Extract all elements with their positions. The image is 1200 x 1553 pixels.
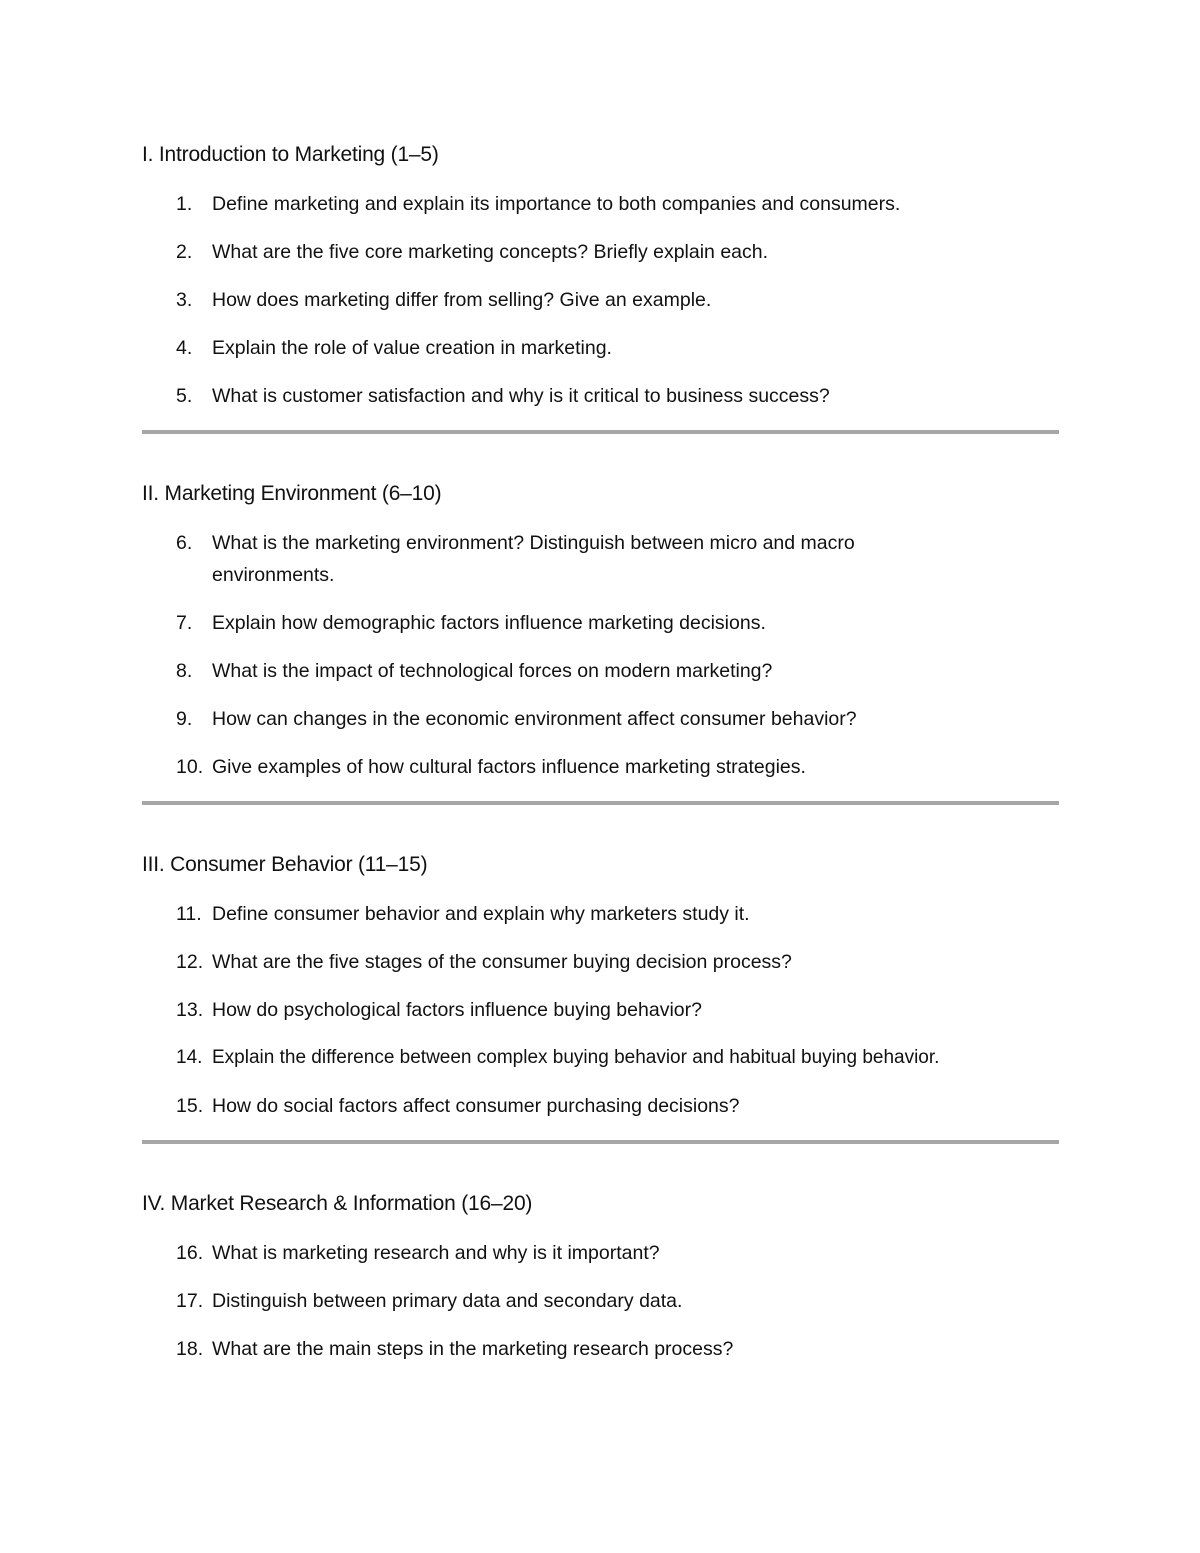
question-number: 15. [176,1095,204,1117]
question-text: How can changes in the economic environment affect consumer behavior? [212,708,857,730]
question-item [142,751,1059,783]
question-item [142,1237,1059,1269]
question-number: 5. [176,385,193,407]
section-title: III. Consumer Behavior (11–15) [142,853,428,876]
section-divider [142,1140,1059,1144]
question-number: 6. [176,532,193,554]
section-divider [142,430,1059,434]
question-text: Explain the difference between complex buying behavior and habitual buying behavior. [212,1047,940,1068]
question-text: What is the marketing environment? Distinguish between micro and macro environments. [212,532,855,586]
question-text: What is marketing research and why is it important? [212,1242,660,1264]
section-marketing-environment [142,477,1059,805]
question-number: 10. [176,756,204,778]
question-text: What is customer satisfaction and why is it critical to business success? [212,385,830,407]
question-item [142,655,1059,687]
question-text: Explain how demographic factors influence marketing decisions. [212,612,766,634]
section-title: IV. Market Research & Information (16–20) [142,1192,533,1215]
question-item [142,332,1059,364]
question-text: How do psychological factors influence buying behavior? [212,999,702,1021]
question-item [142,527,1059,591]
question-text: What are the five core marketing concepts? Briefly explain each. [212,241,769,263]
question-item [142,188,1059,220]
question-number: 8. [176,660,193,682]
question-item [142,607,1059,639]
question-number: 1. [176,193,193,215]
question-text: How do social factors affect consumer purchasing decisions? [212,1095,740,1117]
question-number: 13. [176,999,204,1021]
question-item [142,1090,1059,1122]
question-item [142,236,1059,268]
document-page [142,138,1059,1365]
question-number: 14. [176,1047,203,1068]
question-number: 12. [176,951,204,973]
question-number: 7. [176,612,193,634]
question-item [142,284,1059,316]
question-list [142,527,1059,783]
question-item [142,994,1059,1026]
question-text: What are the main steps in the marketing research process? [212,1338,734,1360]
question-number: 9. [176,708,193,730]
section-divider [142,801,1059,805]
section-consumer-behavior [142,848,1059,1144]
question-item [142,1285,1059,1317]
question-number: 4. [176,337,193,359]
question-number: 3. [176,289,193,311]
question-text: Distinguish between primary data and secondary data. [212,1290,683,1312]
section-introduction [142,138,1059,434]
question-text: Give examples of how cultural factors influence marketing strategies. [212,756,806,778]
question-text: What are the five stages of the consumer buying decision process? [212,951,792,973]
question-item [142,703,1059,735]
section-title: II. Marketing Environment (6–10) [142,482,442,505]
question-text: What is the impact of technological forces on modern marketing? [212,660,773,682]
section-title: I. Introduction to Marketing (1–5) [142,143,439,166]
question-list [142,898,1059,1122]
question-text: Define marketing and explain its importance to both companies and consumers. [212,193,901,215]
question-text: Explain the role of value creation in marketing. [212,337,612,359]
question-number: 16. [176,1242,204,1264]
question-item [142,946,1059,978]
question-item [142,898,1059,930]
section-market-research [142,1187,1059,1365]
question-text: Define consumer behavior and explain why marketers study it. [212,903,750,925]
question-number: 2. [176,241,193,263]
question-list [142,1237,1059,1365]
question-list [142,188,1059,412]
question-number: 18. [176,1338,204,1360]
question-item [142,1333,1059,1365]
question-text: How does marketing differ from selling? Give an example. [212,289,712,311]
question-number: 11. [176,903,202,925]
question-item [142,1042,1059,1074]
question-number: 17. [176,1290,204,1312]
question-item [142,380,1059,412]
